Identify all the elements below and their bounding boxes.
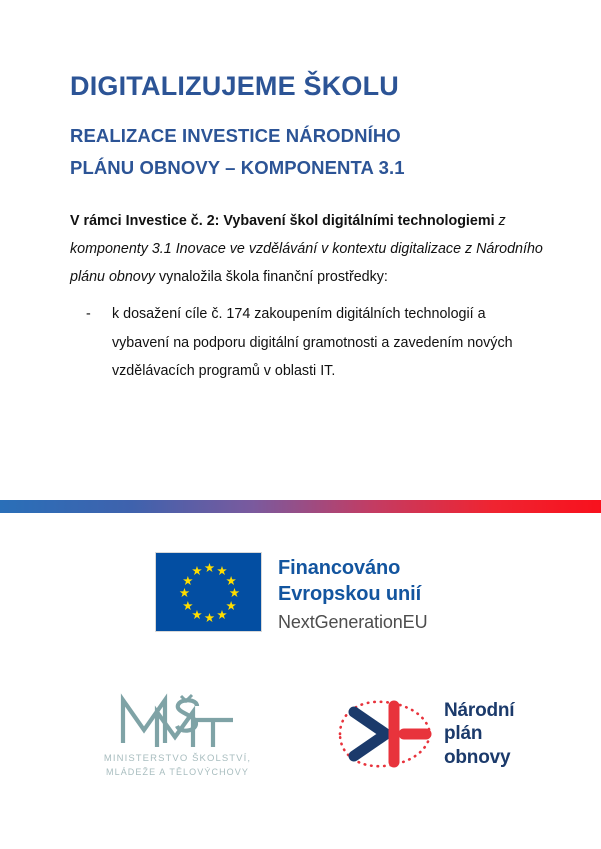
msmt-caption-line-1: MINISTERSTVO ŠKOLSTVÍ, — [103, 753, 252, 764]
eu-flag-icon — [155, 552, 262, 632]
list-item-text: k dosažení cíle č. 174 zakoupením digitálních technologií a vybavení na podporu digitální gramotnosti a zavedením nových vzdělávacích programů v oblasti IT. — [112, 306, 513, 380]
intro-italic-text: z komponenty 3.1 Inovace ve vzdělávání v kontextu digitalizace z Národního plánu obnovy — [70, 213, 543, 285]
subtitle-line-1: REALIZACE INVESTICE NÁRODNÍHO — [70, 124, 401, 146]
eu-logo-text — [278, 552, 427, 635]
eu-star-icon: ★ — [182, 573, 194, 588]
intro-paragraph — [70, 208, 548, 292]
msmt-monogram-icon — [85, 690, 270, 752]
npo-text-line-2: plán — [444, 723, 483, 745]
goals-list — [86, 300, 536, 386]
eu-funding-logo — [155, 552, 427, 635]
gradient-divider — [0, 500, 601, 513]
eu-star-icon: ★ — [203, 611, 216, 625]
msmt-logo — [85, 690, 270, 779]
npo-logo — [330, 696, 514, 772]
eu-star-icon: ★ — [228, 586, 241, 600]
eu-star-icon: ★ — [216, 607, 228, 622]
eu-star-icon: ★ — [178, 586, 191, 600]
document-header — [70, 70, 550, 185]
eu-star-icon: ★ — [191, 607, 203, 622]
eu-text-line-1: Financováno — [278, 557, 401, 579]
eu-text-line-3: NextGenerationEU — [278, 612, 428, 633]
eu-star-icon: ★ — [203, 561, 216, 575]
npo-text-line-3: obnovy — [444, 746, 511, 768]
eu-star-icon: ★ — [182, 598, 194, 613]
npo-text-line-1: Národní — [444, 700, 515, 722]
eu-text-line-2: Evropskou unií — [278, 582, 422, 605]
eu-star-icon: ★ — [216, 564, 228, 579]
eu-star-icon: ★ — [225, 573, 237, 588]
npo-chevron — [354, 712, 386, 756]
npo-mark-icon — [330, 696, 438, 772]
subtitle-line-2: PLÁNU OBNOVY – KOMPONENTA 3.1 — [70, 157, 405, 179]
list-item — [86, 300, 536, 386]
npo-logo-text — [444, 699, 514, 769]
eu-star-icon: ★ — [191, 564, 203, 579]
msmt-caption-line-2: MLÁDEŽE A TĚLOVÝCHOVY — [106, 766, 249, 777]
page-title: DIGITALIZUJEME ŠKOLU — [70, 71, 400, 101]
bullet-dash-icon: - — [86, 306, 91, 322]
eu-star-icon: ★ — [225, 598, 237, 613]
intro-tail-text: vynaložila škola finanční prostředky: — [155, 268, 388, 285]
intro-bold-text: V rámci Investice č. 2: Vybavení škol digitálními technologiemi — [70, 213, 495, 229]
